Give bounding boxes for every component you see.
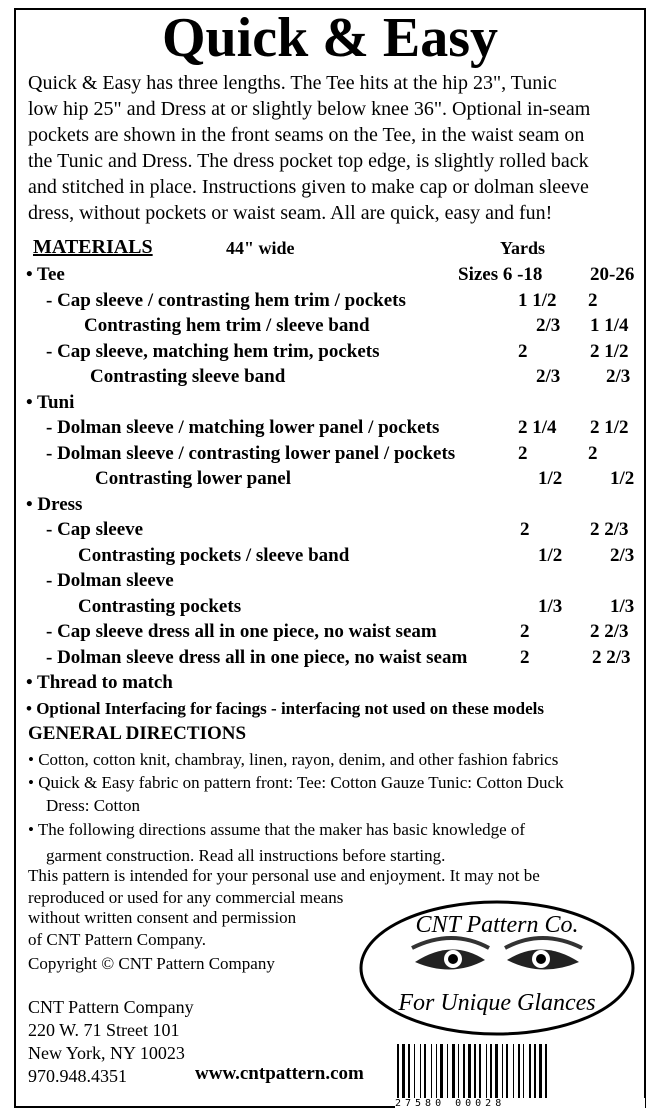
footer-line: This pattern is intended for your personal use and enjoyment. It may not be xyxy=(28,866,540,885)
address-line: 220 W. 71 Street 101 xyxy=(28,1020,180,1040)
materials-label: - Cap sleeve, matching hem trim, pockets xyxy=(46,341,380,362)
materials-label: Contrasting hem trim / sleeve band xyxy=(84,315,370,336)
materials-label: - Cap sleeve / contrasting hem trim / pockets xyxy=(46,290,406,311)
yardage-sizes-6-18: 1/2 xyxy=(538,468,563,489)
materials-label: - Dolman sleeve / contrasting lower panel / pockets xyxy=(46,443,456,464)
footer-line: of CNT Pattern Company. xyxy=(28,930,207,949)
intro-line: dress, without pockets or waist seam. All are quick, easy and fun! xyxy=(28,202,553,224)
materials-row xyxy=(0,545,660,570)
yardage-sizes-20-26: 2 1/2 xyxy=(590,341,629,362)
yardage-sizes-6-18: 1/2 xyxy=(538,545,563,566)
barcode-bar xyxy=(458,1044,459,1106)
general-line: • Quick & Easy fabric on pattern front: Tee: Cotton Gauze Tunic: Cotton Duck xyxy=(28,773,564,792)
barcode-bar xyxy=(513,1044,514,1106)
barcode-bar xyxy=(518,1044,520,1106)
materials-yards-header: Yards xyxy=(500,238,546,258)
address-line: New York, NY 10023 xyxy=(28,1043,185,1063)
yardage-sizes-6-18: 2 xyxy=(518,443,528,464)
yardage-sizes-20-26: 1 1/4 xyxy=(590,315,629,336)
materials-row xyxy=(0,417,660,442)
barcode-number: 27580 00028 xyxy=(395,1098,645,1109)
yardage-sizes-20-26: 2 xyxy=(588,290,598,311)
barcode-bar xyxy=(545,1044,547,1106)
yardage-sizes-20-26: 1/3 xyxy=(610,596,635,617)
yardage-sizes-20-26: 2 2/3 xyxy=(592,647,631,668)
company-logo xyxy=(357,898,637,1038)
yardage-sizes-20-26: 2 xyxy=(588,443,598,464)
yardage-sizes-6-18: Sizes 6 -18 xyxy=(458,264,543,285)
page-title: Quick & Easy xyxy=(161,7,499,69)
barcode-bar xyxy=(495,1044,498,1106)
barcode-bar xyxy=(468,1044,471,1106)
barcode-bar xyxy=(490,1044,492,1106)
barcode-bar xyxy=(408,1044,410,1106)
materials-row xyxy=(0,264,660,289)
address-line: CNT Pattern Company xyxy=(28,997,194,1017)
general-line: Dress: Cotton xyxy=(46,796,140,815)
general-directions-heading: GENERAL DIRECTIONS xyxy=(28,723,247,744)
general-line: • The following directions assume that the maker has basic knowledge of xyxy=(28,820,526,839)
materials-heading: MATERIALS xyxy=(33,236,153,258)
intro-line: low hip 25" and Dress at or slightly below knee 36". Optional in-seam xyxy=(28,98,591,120)
yardage-sizes-6-18: 1/3 xyxy=(538,596,563,617)
materials-label: • Thread to match xyxy=(26,672,173,693)
intro-paragraph xyxy=(28,70,648,226)
materials-label: - Dolman sleeve dress all in one piece, no waist seam xyxy=(46,647,468,668)
materials-label: • Optional Interfacing for facings - interfacing not used on these models xyxy=(26,699,544,718)
intro-line: pockets are shown in the front seams on the Tee, in the waist seam on xyxy=(28,124,585,146)
barcode-bar xyxy=(420,1044,421,1106)
phone-number: 970.948.4351 xyxy=(28,1066,127,1086)
barcode-bar xyxy=(397,1044,399,1106)
logo-company-name: CNT Pattern Co. xyxy=(415,912,579,938)
barcode-bar xyxy=(486,1044,487,1106)
intro-line: and stitched in place. Instructions given to make cap or dolman sleeve xyxy=(28,176,589,198)
general-line: • Cotton, cotton knit, chambray, linen, rayon, denim, and other fashion fabrics xyxy=(28,750,559,769)
materials-row xyxy=(0,443,660,468)
barcode-bar xyxy=(523,1044,524,1106)
general-line: garment construction. Read all instructions before starting. xyxy=(46,846,446,865)
materials-label: • Tee xyxy=(26,264,65,285)
yardage-sizes-6-18: 2 xyxy=(520,621,530,642)
materials-row xyxy=(0,621,660,646)
yardage-sizes-20-26: 2/3 xyxy=(610,545,635,566)
materials-row xyxy=(0,519,660,544)
materials-label: Contrasting pockets / sleeve band xyxy=(78,545,350,566)
yardage-sizes-6-18: 1 1/2 xyxy=(518,290,557,311)
yardage-sizes-20-26: 2 2/3 xyxy=(590,519,629,540)
materials-row xyxy=(0,392,660,417)
materials-row xyxy=(0,697,660,722)
yardage-sizes-6-18: 2 xyxy=(520,519,530,540)
barcode-bar xyxy=(440,1044,443,1106)
barcode-bar xyxy=(431,1044,432,1106)
materials-row xyxy=(0,494,660,519)
yardage-sizes-20-26: 20-26 xyxy=(590,264,635,285)
materials-label: - Dolman sleeve / matching lower panel / pockets xyxy=(46,417,440,438)
yardage-sizes-20-26: 2/3 xyxy=(606,366,631,387)
footer-line: without written consent and permission xyxy=(28,908,297,927)
barcode-bar xyxy=(474,1044,476,1106)
copyright: Copyright © CNT Pattern Company xyxy=(28,954,275,973)
materials-row xyxy=(0,672,660,697)
barcode-bar xyxy=(414,1044,415,1106)
barcode-bar xyxy=(506,1044,508,1106)
barcode-bar xyxy=(534,1044,536,1106)
intro-line: the Tunic and Dress. The dress pocket top edge, is slightly rolled back xyxy=(28,150,589,172)
barcode-bar xyxy=(447,1044,448,1106)
materials-width: 44" wide xyxy=(226,238,295,258)
materials-label: • Tuni xyxy=(26,392,75,413)
materials-label: Contrasting sleeve band xyxy=(90,366,286,387)
yardage-sizes-20-26: 2 2/3 xyxy=(590,621,629,642)
website-link[interactable]: www.cntpattern.com xyxy=(195,1063,364,1084)
logo-tagline: For Unique Glances xyxy=(398,990,596,1016)
barcode-bar xyxy=(452,1044,455,1106)
materials-row xyxy=(0,315,660,340)
yardage-sizes-6-18: 2/3 xyxy=(536,315,561,336)
barcode-bar xyxy=(436,1044,437,1106)
barcode-bar xyxy=(402,1044,405,1106)
materials-row xyxy=(0,290,660,315)
yardage-sizes-6-18: 2/3 xyxy=(536,366,561,387)
intro-line: Quick & Easy has three lengths. The Tee hits at the hip 23", Tunic xyxy=(28,72,557,94)
footer-line: reproduced or used for any commercial means xyxy=(28,888,344,907)
barcode-bar xyxy=(424,1044,426,1106)
barcode-bar xyxy=(539,1044,542,1106)
materials-row xyxy=(0,468,660,493)
yardage-sizes-20-26: 1/2 xyxy=(610,468,635,489)
barcode-bar xyxy=(479,1044,481,1106)
materials-label: Contrasting lower panel xyxy=(95,468,291,489)
yardage-sizes-6-18: 2 xyxy=(518,341,528,362)
materials-row xyxy=(0,366,660,391)
barcode-bar xyxy=(502,1044,503,1106)
materials-label: - Cap sleeve xyxy=(46,519,144,540)
barcode-bar xyxy=(529,1044,531,1106)
yardage-sizes-6-18: 2 xyxy=(520,647,530,668)
materials-row xyxy=(0,647,660,672)
yardage-sizes-6-18: 2 1/4 xyxy=(518,417,557,438)
materials-label: • Dress xyxy=(26,494,83,515)
materials-label: Contrasting pockets xyxy=(78,596,242,617)
materials-row xyxy=(0,596,660,621)
materials-label: - Dolman sleeve xyxy=(46,570,174,591)
barcode-icon xyxy=(393,1044,643,1106)
barcode-bar xyxy=(463,1044,465,1106)
yardage-sizes-20-26: 2 1/2 xyxy=(590,417,629,438)
materials-row xyxy=(0,341,660,366)
materials-row xyxy=(0,570,660,595)
materials-label: - Cap sleeve dress all in one piece, no waist seam xyxy=(46,621,437,642)
